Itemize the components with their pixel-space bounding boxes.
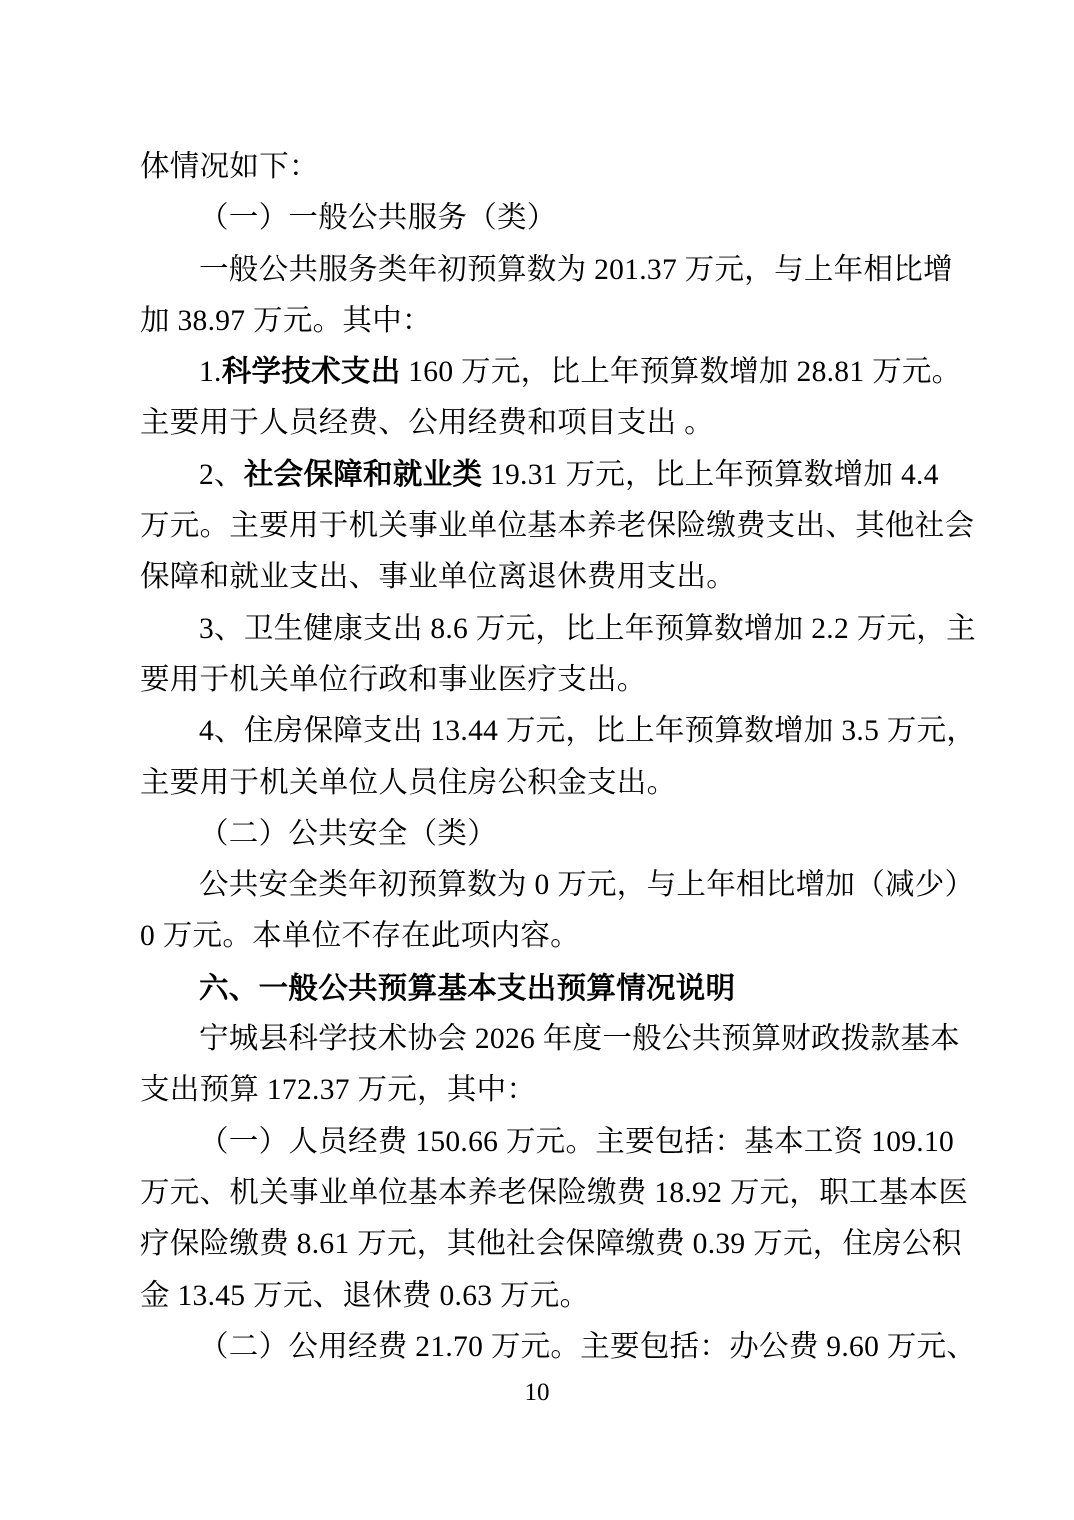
text-segment: 科学技术支出 xyxy=(221,356,401,389)
text-line xyxy=(140,1271,946,1322)
text-line xyxy=(140,347,962,398)
text-segment: （一）人员经费 150.66 万元。主要包括：基本工资 109.10 xyxy=(199,1125,955,1158)
text-segment: 0 万元。本单位不存在此项内容。 xyxy=(140,920,580,953)
text-segment: （二）公用经费 21.70 万元。主要包括：办公费 9.60 万元、 xyxy=(199,1330,977,1363)
text-segment: 主要用于人员经费、公用经费和项目支出 。 xyxy=(140,407,714,440)
text-segment: 主要用于机关单位人员住房公积金支出。 xyxy=(140,766,677,799)
text-line xyxy=(140,604,976,655)
text-line xyxy=(140,193,946,244)
text-segment: 3、卫生健康支出 8.6 万元，比上年预算数增加 2.2 万元，主 xyxy=(199,612,976,645)
text-segment: 疗保险缴费 8.61 万元，其他社会保障缴费 0.39 万元，住房公积 xyxy=(140,1228,962,1261)
text-segment: 万元、机关事业单位基本养老保险缴费 18.92 万元，职工基本医 xyxy=(140,1176,969,1209)
text-line xyxy=(140,1065,946,1116)
text-segment: 一般公共服务类年初预算数为 201.37 万元，与上年相比增 xyxy=(199,253,953,286)
text-segment: 社会保障和就业类 xyxy=(243,458,483,491)
text-line xyxy=(140,501,975,552)
text-segment: 要用于机关单位行政和事业医疗支出。 xyxy=(140,663,647,696)
text-segment: 公共安全类年初预算数为 0 万元，与上年相比增加（减少） xyxy=(199,869,975,902)
text-line xyxy=(140,758,946,809)
text-line xyxy=(140,860,975,911)
text-line xyxy=(140,911,946,962)
text-segment: 160 万元，比上年预算数增加 28.81 万元。 xyxy=(400,356,962,389)
text-line xyxy=(140,1168,969,1219)
text-line xyxy=(140,1014,960,1065)
text-segment: 金 13.45 万元、退休费 0.63 万元。 xyxy=(140,1279,590,1312)
text-line xyxy=(140,142,946,193)
text-line xyxy=(140,1117,955,1168)
text-line xyxy=(140,655,946,706)
text-line xyxy=(140,450,946,501)
text-line xyxy=(140,552,946,603)
text-line xyxy=(140,245,953,296)
text-segment: 1. xyxy=(199,356,222,389)
text-segment: 4、住房保障支出 13.44 万元，比上年预算数增加 3.5 万元， xyxy=(199,715,977,748)
text-line xyxy=(140,1322,977,1373)
text-segment: （二）公共安全（类） xyxy=(199,817,498,850)
text-segment: 加 38.97 万元。其中： xyxy=(140,304,432,337)
document-body xyxy=(140,142,977,1373)
text-line xyxy=(140,398,946,449)
text-line xyxy=(140,296,946,347)
text-segment: 体情况如下： xyxy=(140,151,319,183)
text-line xyxy=(140,706,977,757)
text-segment: 支出预算 172.37 万元，其中： xyxy=(140,1074,537,1107)
page-number: 10 xyxy=(524,1379,550,1406)
text-line xyxy=(140,809,946,860)
text-segment: 万元。主要用于机关事业单位基本养老保险缴费支出、其他社会 xyxy=(140,510,975,543)
text-line xyxy=(140,963,946,1014)
text-segment: 19.31 万元，比上年预算数增加 4.4 xyxy=(482,458,939,491)
text-line xyxy=(140,1219,962,1270)
text-segment: 宁城县科学技术协会 2026 年度一般公共预算财政拨款基本 xyxy=(199,1023,960,1056)
text-segment: （一）一般公共服务（类） xyxy=(199,202,557,235)
text-segment: 保障和就业支出、事业单位离退休费用支出。 xyxy=(140,561,737,594)
text-segment: 2、 xyxy=(199,458,244,491)
section-heading: 六、一般公共预算基本支出预算情况说明 xyxy=(199,971,736,1005)
